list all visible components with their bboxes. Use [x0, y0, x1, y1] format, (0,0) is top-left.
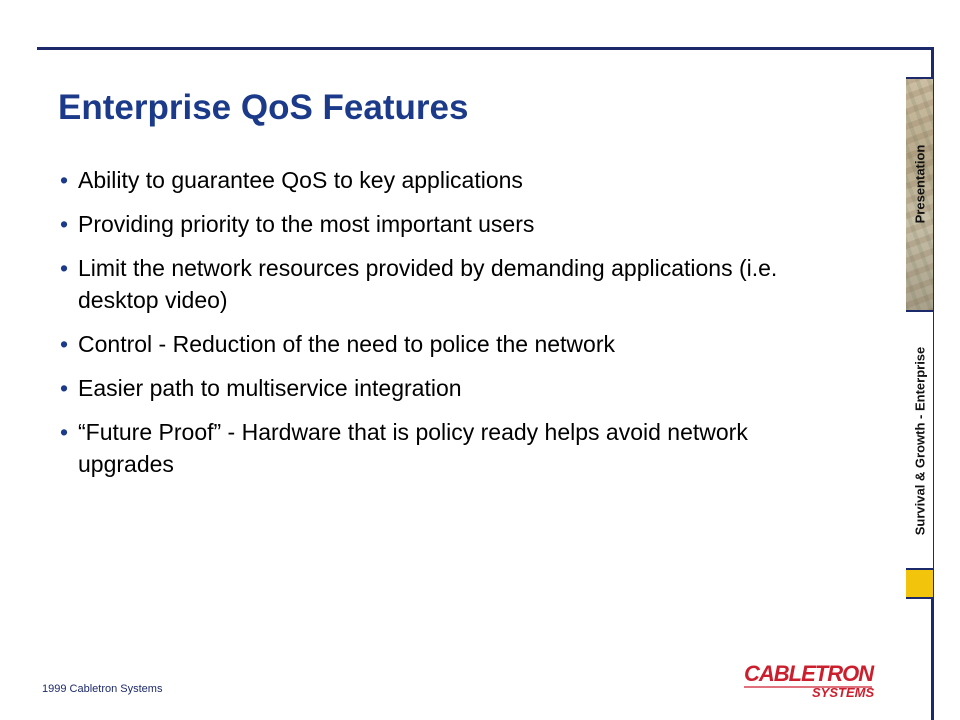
bullet-list	[60, 164, 850, 492]
tab-yellow-marker[interactable]	[906, 568, 933, 599]
slide-title: Enterprise QoS Features	[58, 88, 469, 127]
tab-survival-growth-label: Survival & Growth - Enterprise	[912, 346, 927, 536]
tab-presentation[interactable]	[906, 77, 933, 312]
logo-wordmark: CABLETRON	[744, 661, 874, 686]
top-divider	[37, 47, 933, 50]
bullet-item: • Providing priority to the most important users	[60, 208, 850, 240]
bullet-item: • Limit the network resources provided by demanding applications (i.e. desktop video)	[60, 252, 850, 316]
logo-subword: SYSTEMS	[812, 685, 875, 700]
bullet-item: • Easier path to multiservice integration	[60, 372, 850, 404]
cabletron-logo	[742, 661, 877, 706]
bullet-item: • Ability to guarantee QoS to key applications	[60, 164, 850, 196]
cabletron-logo-mark	[742, 661, 877, 701]
footer-copyright: 1999 Cabletron Systems	[42, 683, 163, 695]
tab-survival-growth[interactable]	[906, 310, 933, 570]
bullet-item: • Control - Reduction of the need to police the network	[60, 328, 850, 360]
bullet-item: • “Future Proof” - Hardware that is policy ready helps avoid network upgrades	[60, 416, 850, 480]
side-tab-panel	[906, 77, 933, 597]
tab-presentation-label: Presentation	[912, 144, 927, 224]
